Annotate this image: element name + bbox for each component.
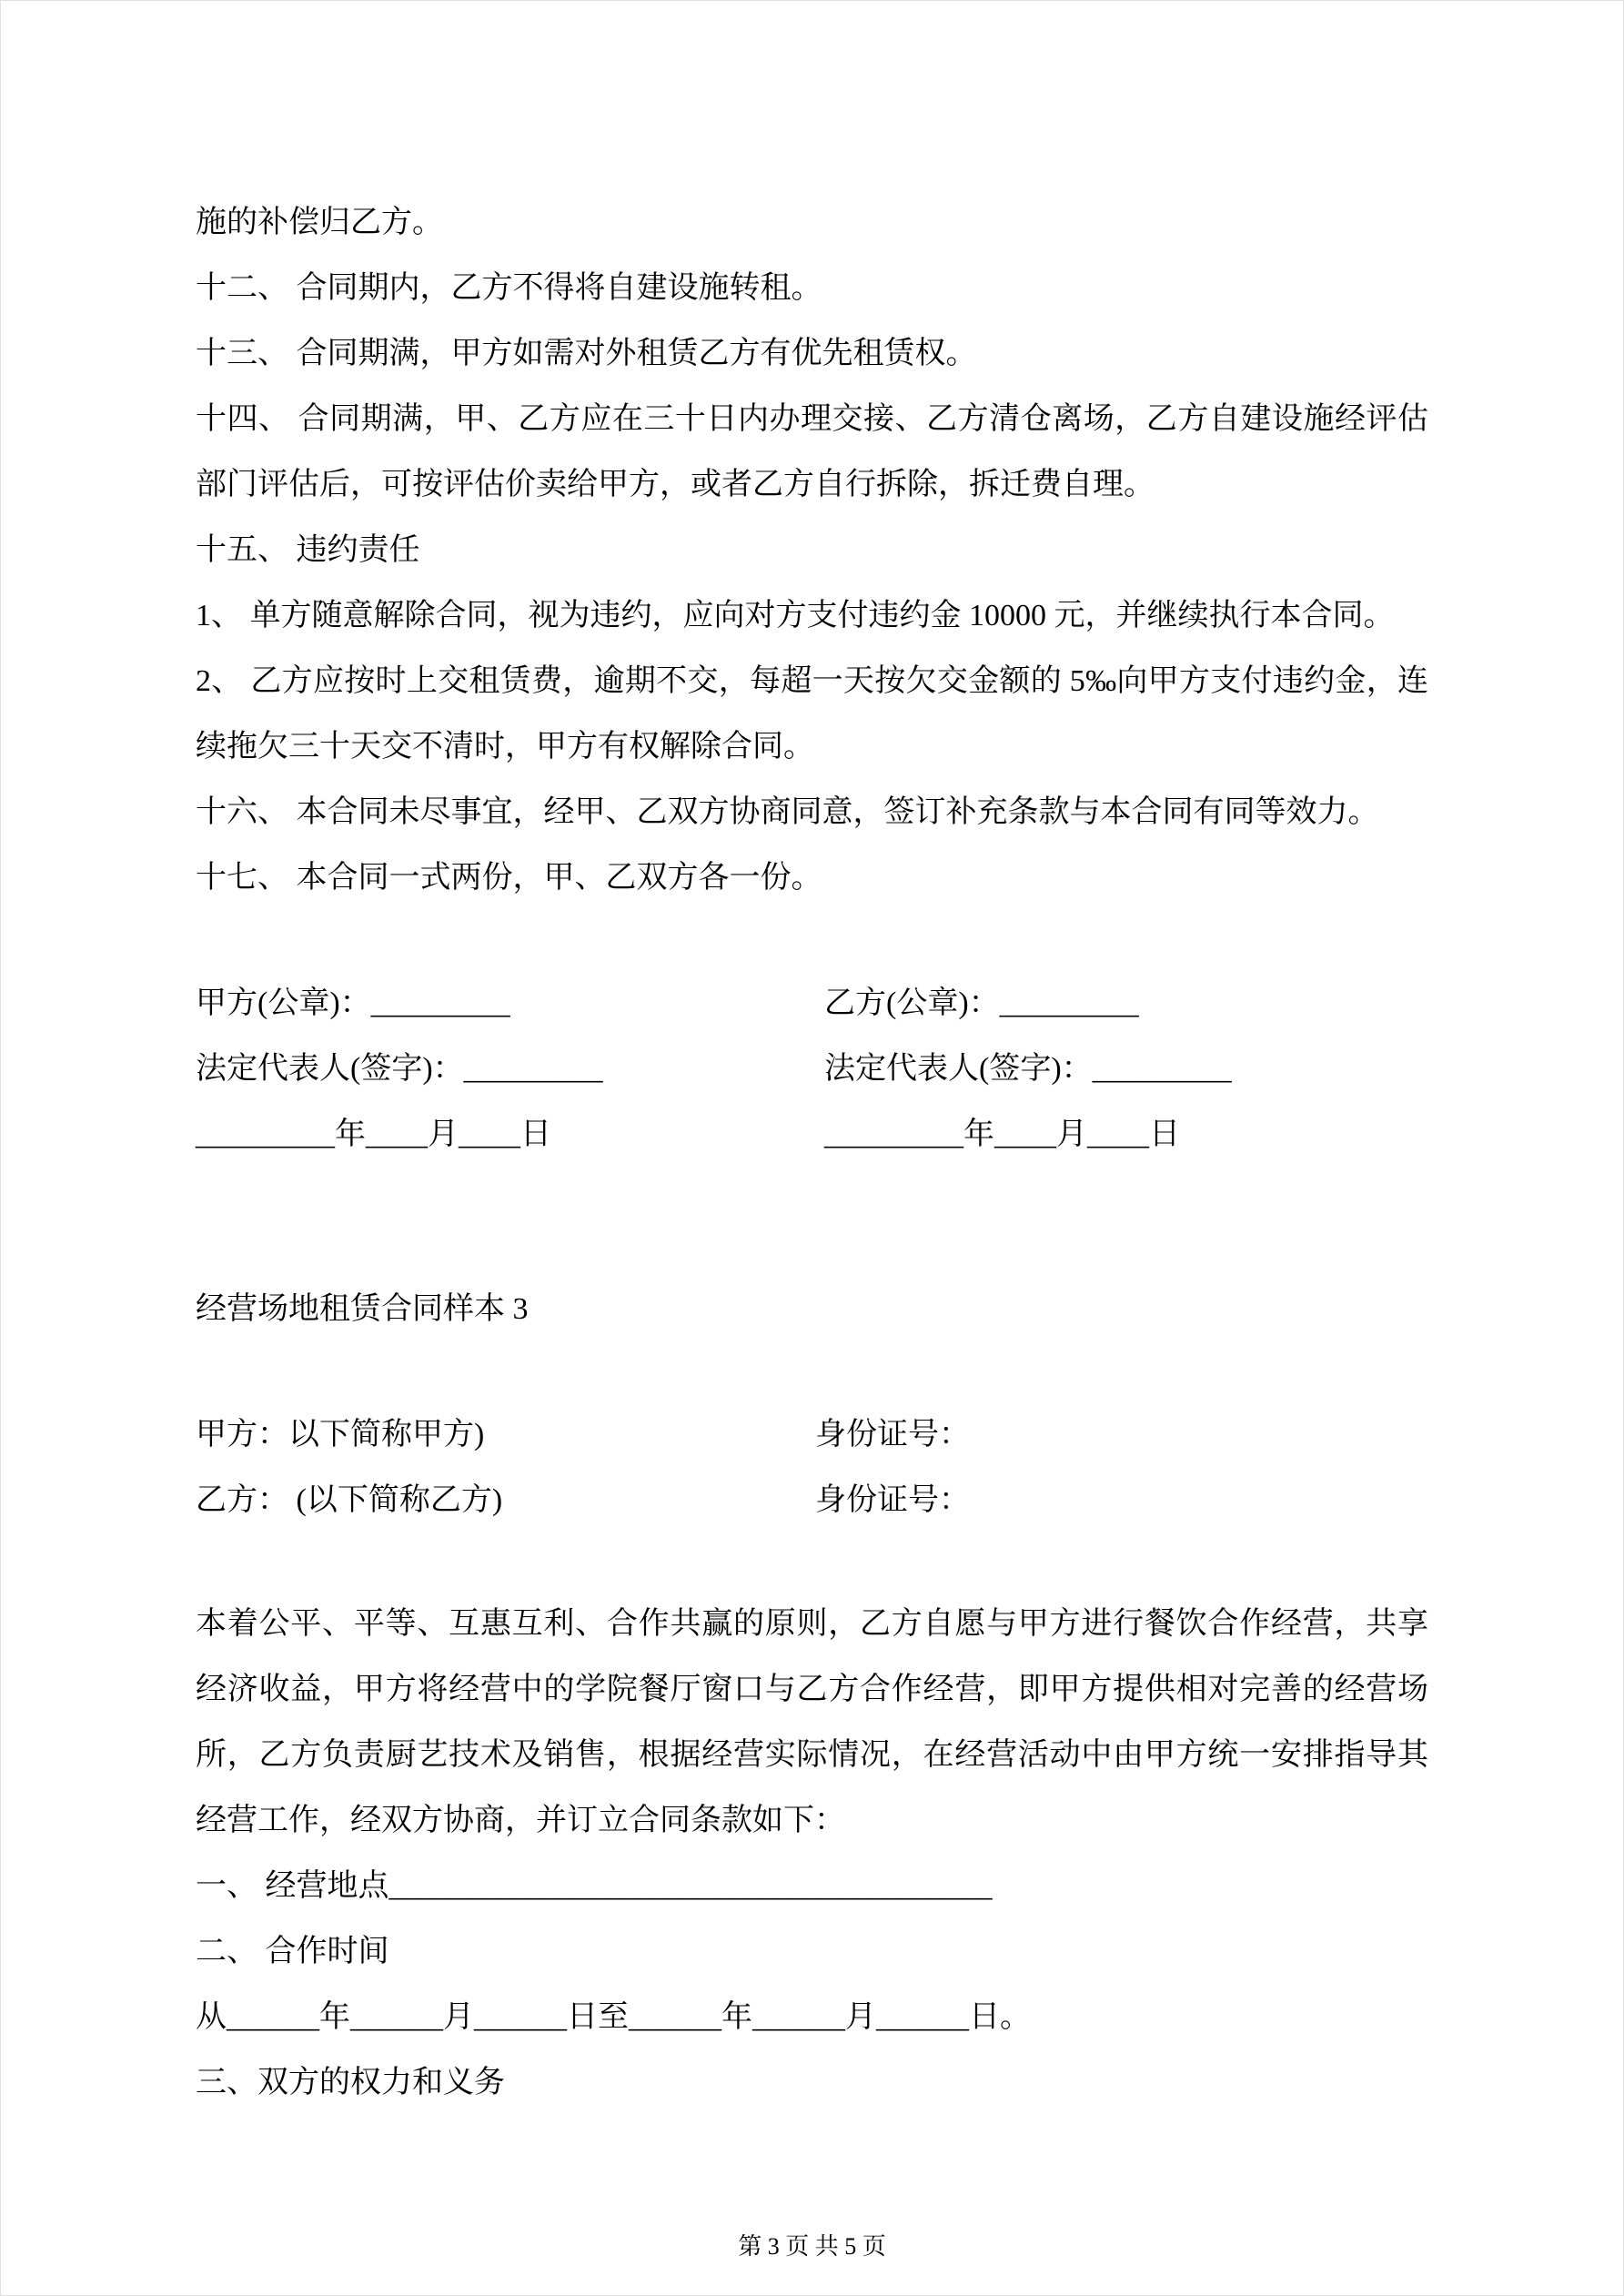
clause-rights-obligations: 三、双方的权力和义务 [196,2066,505,2099]
party-a-date-line: _________年____月____日 [196,1118,551,1151]
clause-15: 十五、 违约责任 [196,533,420,567]
clause-cooperation-time: 二、 合作时间 [196,1935,389,1968]
party-a-row [196,1402,1428,1468]
party-b-signature-column [824,971,1428,1168]
clause-17: 十七、 本合同一式两份，甲、乙双方各一份。 [196,861,822,895]
clause-date-range: 从______年______月______日至______年______月______日。 [196,2000,1031,2034]
clause-13: 十三、 合同期满，甲方如需对外租赁乙方有优先租赁权。 [196,337,977,370]
clause-15-sub2: 2、 乙方应按时上交租赁费，逾期不交，每超一天按欠交金额的 5‰向甲方支付违约金，连续拖欠三十天交不清时，甲方有权解除合同。 [196,664,1428,764]
party-a-label: 甲方：以下简称甲方) [196,1418,485,1451]
clause-16: 十六、 本合同未尽事宜，经甲、乙双方协商同意，签订补充条款与本合同有同等效力。 [196,795,1379,829]
clause-14: 十四、 合同期满，甲、乙方应在三十日内办理交接、乙方清仓离场，乙方自建设施经评估部门评估后，可按评估价卖给甲方，或者乙方自行拆除，拆迁费自理。 [196,402,1428,501]
party-b-date-line: _________年____月____日 [824,1118,1180,1151]
party-b-label: 乙方： (以下简称乙方) [196,1483,503,1517]
paragraph-carryover: 施的补偿归乙方。 [196,206,443,239]
clause-12: 十二、 合同期内，乙方不得将自建设施转租。 [196,271,822,305]
party-b-representative-line: 法定代表人(签字)：_________ [824,1052,1232,1086]
clause-location: 一、 经营地点_______________________________________ [196,1869,993,1903]
party-b-seal-line: 乙方(公章)：_________ [824,986,1139,1020]
party-a-representative-line: 法定代表人(签字)：_________ [196,1052,603,1086]
signature-block [196,971,1428,1168]
party-a-id-label: 身份证号： [815,1418,970,1451]
party-a-seal-line: 甲方(公章)：_________ [196,986,510,1020]
clause-15-sub1: 1、 单方随意解除合同，视为违约，应向对方支付违约金 10000 元，并继续执行本合同。 [196,599,1395,632]
section-title: 经营场地租赁合同样本 3 [196,1292,529,1326]
party-b-id-label: 身份证号： [815,1483,970,1517]
intro-paragraph: 本着公平、平等、互惠互利、合作共赢的原则，乙方自愿与甲方进行餐饮合作经营，共享经济收益，甲方将经营中的学院餐厅窗口与乙方合作经营，即甲方提供相对完善的经营场所，乙方负责厨艺技术及销售，根据经营实际情况，在经营活动中由甲方统一安排指导其经营工作，经双方协商，并订立合同条款如下： [196,1607,1428,1837]
party-a-signature-column [196,971,824,1168]
party-b-row [196,1468,1428,1533]
page-footer: 第 3 页 共 5 页 [738,2233,886,2260]
